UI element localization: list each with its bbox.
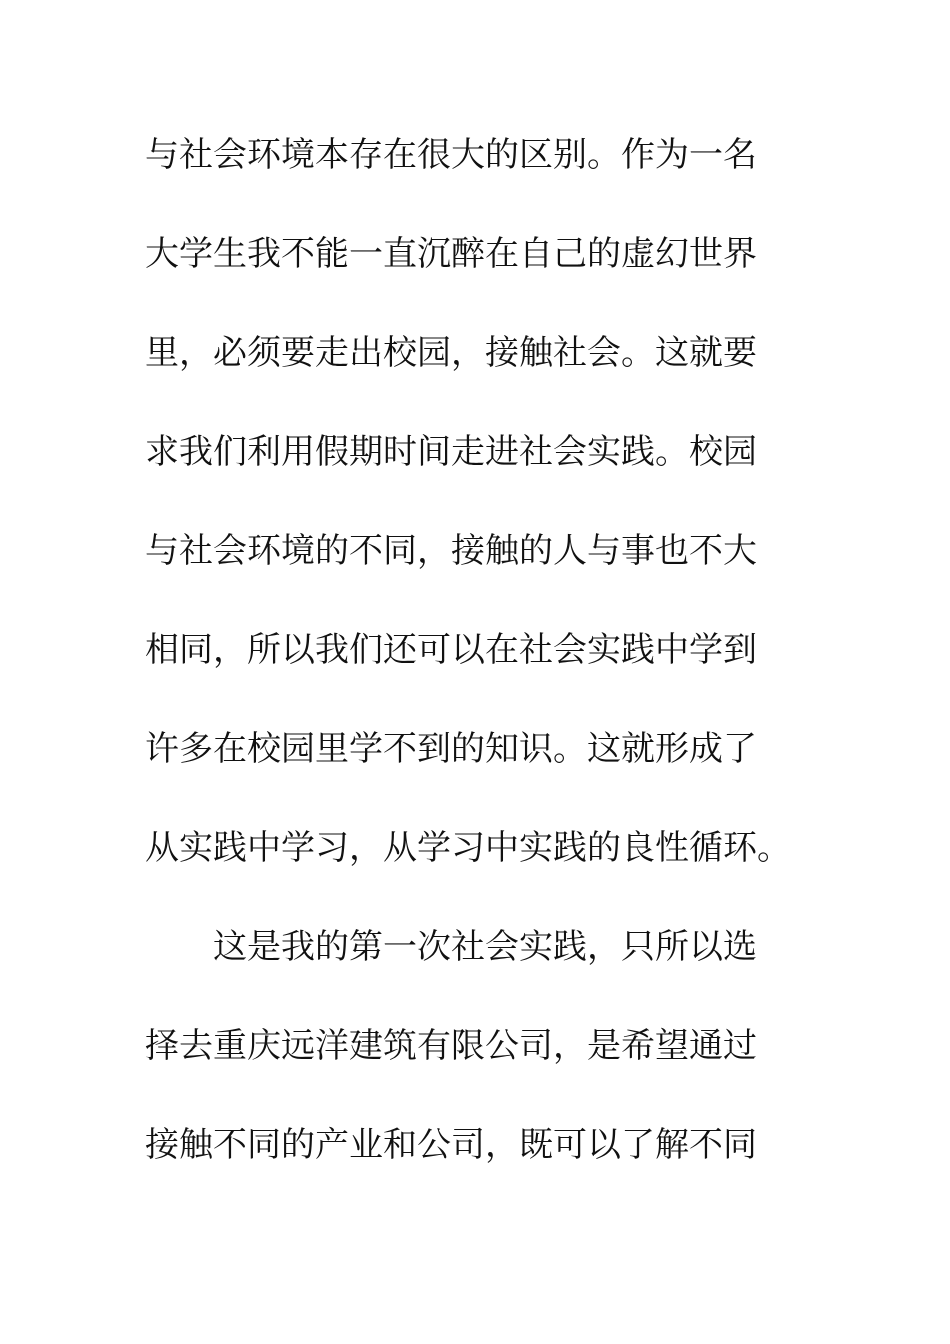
text-line: 求我们利用假期时间走进社会实践。校园 [145, 432, 757, 472]
text-line: 与社会环境的不同，接触的人与事也不大 [145, 531, 757, 571]
text-line: 与社会环境本存在很大的区别。作为一名 [145, 135, 757, 175]
text-line: 相同，所以我们还可以在社会实践中学到 [145, 630, 757, 670]
text-line: 接触不同的产业和公司，既可以了解不同 [145, 1125, 757, 1165]
body-text [145, 120, 825, 1209]
text-line: 从实践中学习，从学习中实践的良性循环。 [145, 828, 791, 868]
text-line: 里，必须要走出校园，接触社会。这就要 [145, 333, 757, 373]
text-line: 择去重庆远洋建筑有限公司，是希望通过 [145, 1026, 757, 1066]
text-line: 这是我的第一次社会实践，只所以选 [145, 927, 757, 967]
text-line: 大学生我不能一直沉醉在自己的虚幻世界 [145, 234, 757, 274]
text-line: 许多在校园里学不到的知识。这就形成了 [145, 729, 757, 769]
